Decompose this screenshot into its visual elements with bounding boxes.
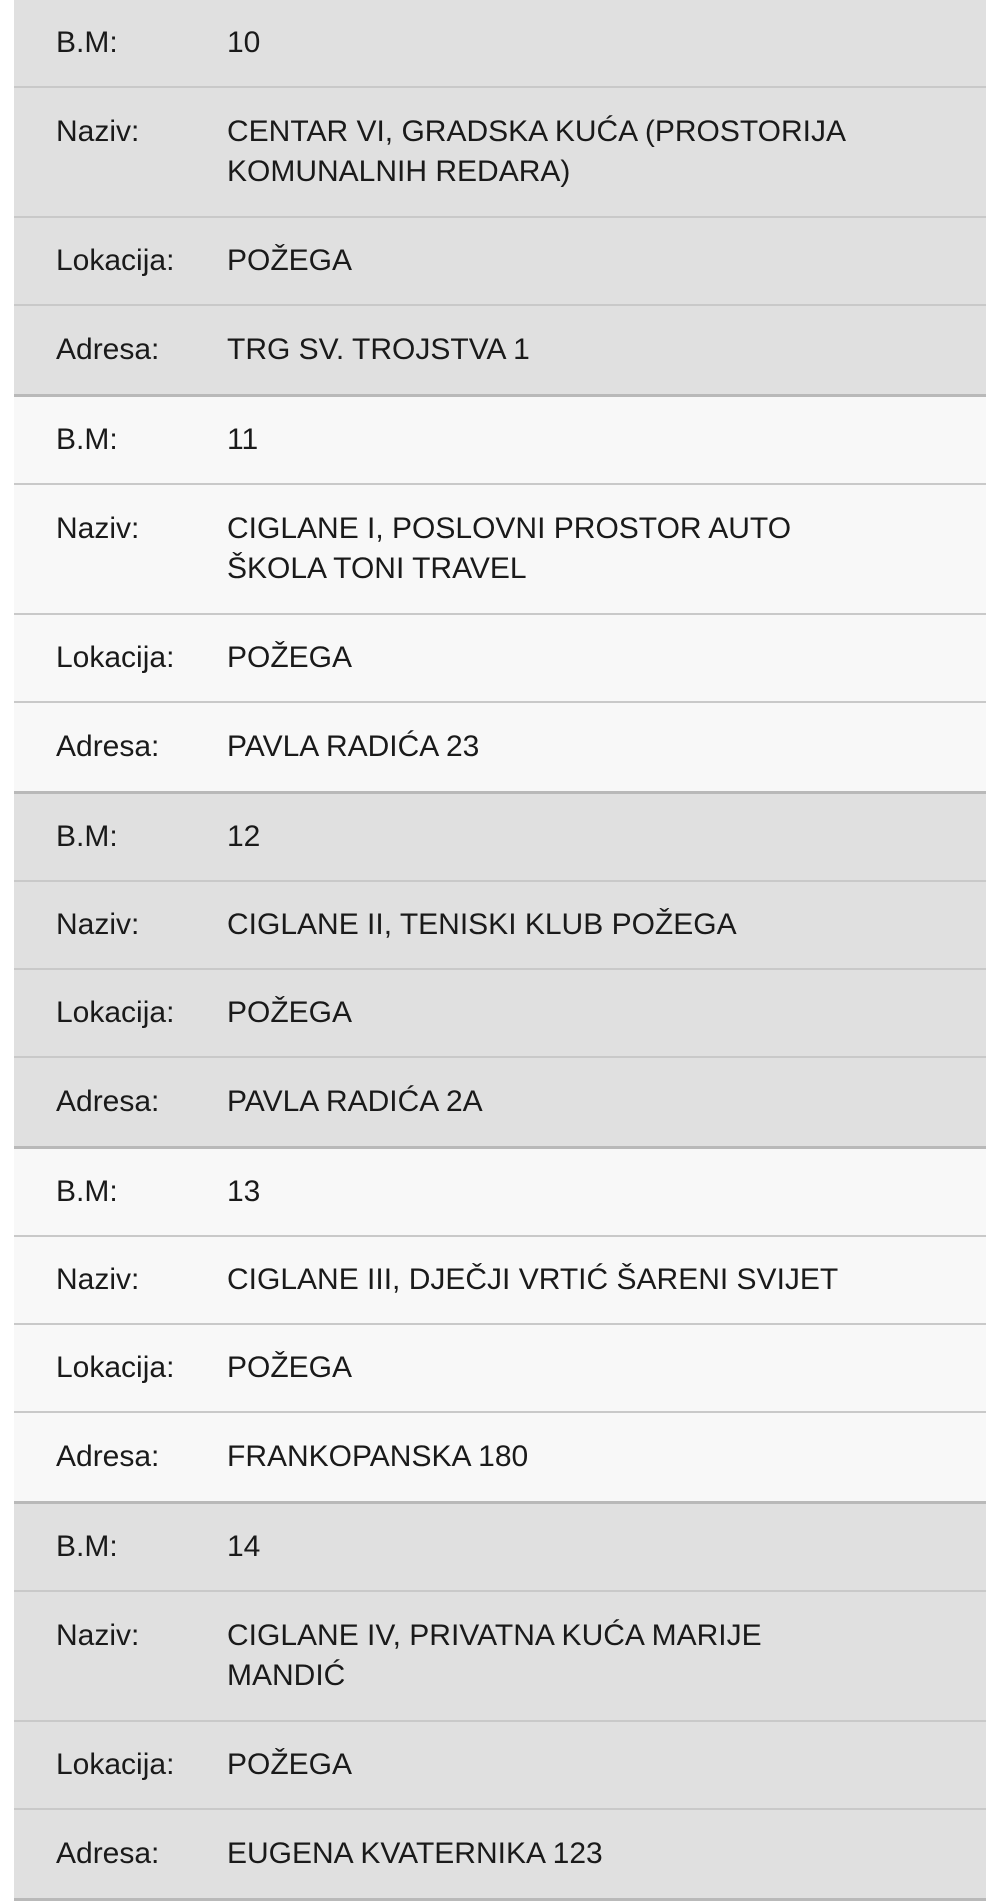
lokacija-row bbox=[14, 615, 986, 703]
bm-row bbox=[14, 397, 986, 485]
bm-label: B.M: bbox=[56, 1530, 118, 1563]
adresa-value: EUGENA KVATERNIKA 123 bbox=[227, 1837, 603, 1870]
list-item[interactable] bbox=[14, 794, 986, 1149]
lokacija-value: POŽEGA bbox=[227, 1748, 353, 1781]
naziv-row bbox=[14, 882, 986, 970]
lokacija-label: Lokacija: bbox=[56, 1351, 175, 1384]
adresa-value: TRG SV. TROJSTVA 1 bbox=[227, 333, 530, 366]
naziv-value: CIGLANE I, POSLOVNI PROSTOR AUTO ŠKOLA TONI TRAVEL bbox=[227, 512, 792, 585]
naziv-label: Naziv: bbox=[56, 908, 140, 941]
bm-row bbox=[14, 794, 986, 882]
bm-value: 10 bbox=[227, 26, 261, 59]
lokacija-label: Lokacija: bbox=[56, 996, 175, 1029]
adresa-value: FRANKOPANSKA 180 bbox=[227, 1440, 529, 1473]
lokacija-value: POŽEGA bbox=[227, 641, 353, 674]
naziv-row bbox=[14, 1237, 986, 1325]
bm-label: B.M: bbox=[56, 1175, 118, 1208]
adresa-label: Adresa: bbox=[56, 730, 160, 763]
adresa-label: Adresa: bbox=[56, 1837, 160, 1870]
list-item[interactable] bbox=[14, 397, 986, 794]
adresa-row bbox=[14, 703, 986, 791]
naziv-row bbox=[14, 88, 986, 218]
list-item[interactable] bbox=[14, 0, 986, 397]
naziv-value: CIGLANE II, TENISKI KLUB POŽEGA bbox=[227, 908, 737, 941]
naziv-label: Naziv: bbox=[56, 512, 140, 545]
bm-label: B.M: bbox=[56, 26, 118, 59]
lokacija-row bbox=[14, 970, 986, 1058]
adresa-value: PAVLA RADIĆA 23 bbox=[227, 730, 480, 763]
adresa-label: Adresa: bbox=[56, 1440, 160, 1473]
naziv-label: Naziv: bbox=[56, 1263, 140, 1296]
polling-station-list bbox=[14, 0, 986, 1901]
lokacija-value: POŽEGA bbox=[227, 996, 353, 1029]
bm-row bbox=[14, 0, 986, 88]
adresa-label: Adresa: bbox=[56, 333, 160, 366]
adresa-row bbox=[14, 1810, 986, 1898]
adresa-row bbox=[14, 306, 986, 394]
lokacija-label: Lokacija: bbox=[56, 244, 175, 277]
naziv-label: Naziv: bbox=[56, 115, 140, 148]
bm-value: 12 bbox=[227, 820, 261, 853]
lokacija-value: POŽEGA bbox=[227, 1351, 353, 1384]
bm-label: B.M: bbox=[56, 820, 118, 853]
lokacija-row bbox=[14, 1722, 986, 1810]
naziv-value: CENTAR VI, GRADSKA KUĆA (PROSTORIJA KOMUNALNIH REDARA) bbox=[227, 115, 847, 188]
bm-value: 14 bbox=[227, 1530, 261, 1563]
lokacija-label: Lokacija: bbox=[56, 641, 175, 674]
bm-value: 11 bbox=[227, 423, 259, 456]
naziv-value: CIGLANE IV, PRIVATNA KUĆA MARIJE MANDIĆ bbox=[227, 1619, 762, 1692]
lokacija-row bbox=[14, 1325, 986, 1413]
adresa-value: PAVLA RADIĆA 2A bbox=[227, 1085, 483, 1118]
bm-value: 13 bbox=[227, 1175, 261, 1208]
lokacija-row bbox=[14, 218, 986, 306]
list-item[interactable] bbox=[14, 1504, 986, 1901]
bm-row bbox=[14, 1504, 986, 1592]
adresa-row bbox=[14, 1058, 986, 1146]
naziv-value: CIGLANE III, DJEČJI VRTIĆ ŠARENI SVIJET bbox=[227, 1263, 839, 1296]
lokacija-value: POŽEGA bbox=[227, 244, 353, 277]
naziv-row bbox=[14, 1592, 986, 1722]
lokacija-label: Lokacija: bbox=[56, 1748, 175, 1781]
adresa-row bbox=[14, 1413, 986, 1501]
adresa-label: Adresa: bbox=[56, 1085, 160, 1118]
list-item[interactable] bbox=[14, 1149, 986, 1504]
bm-row bbox=[14, 1149, 986, 1237]
bm-label: B.M: bbox=[56, 423, 118, 456]
naziv-label: Naziv: bbox=[56, 1619, 140, 1652]
naziv-row bbox=[14, 485, 986, 615]
